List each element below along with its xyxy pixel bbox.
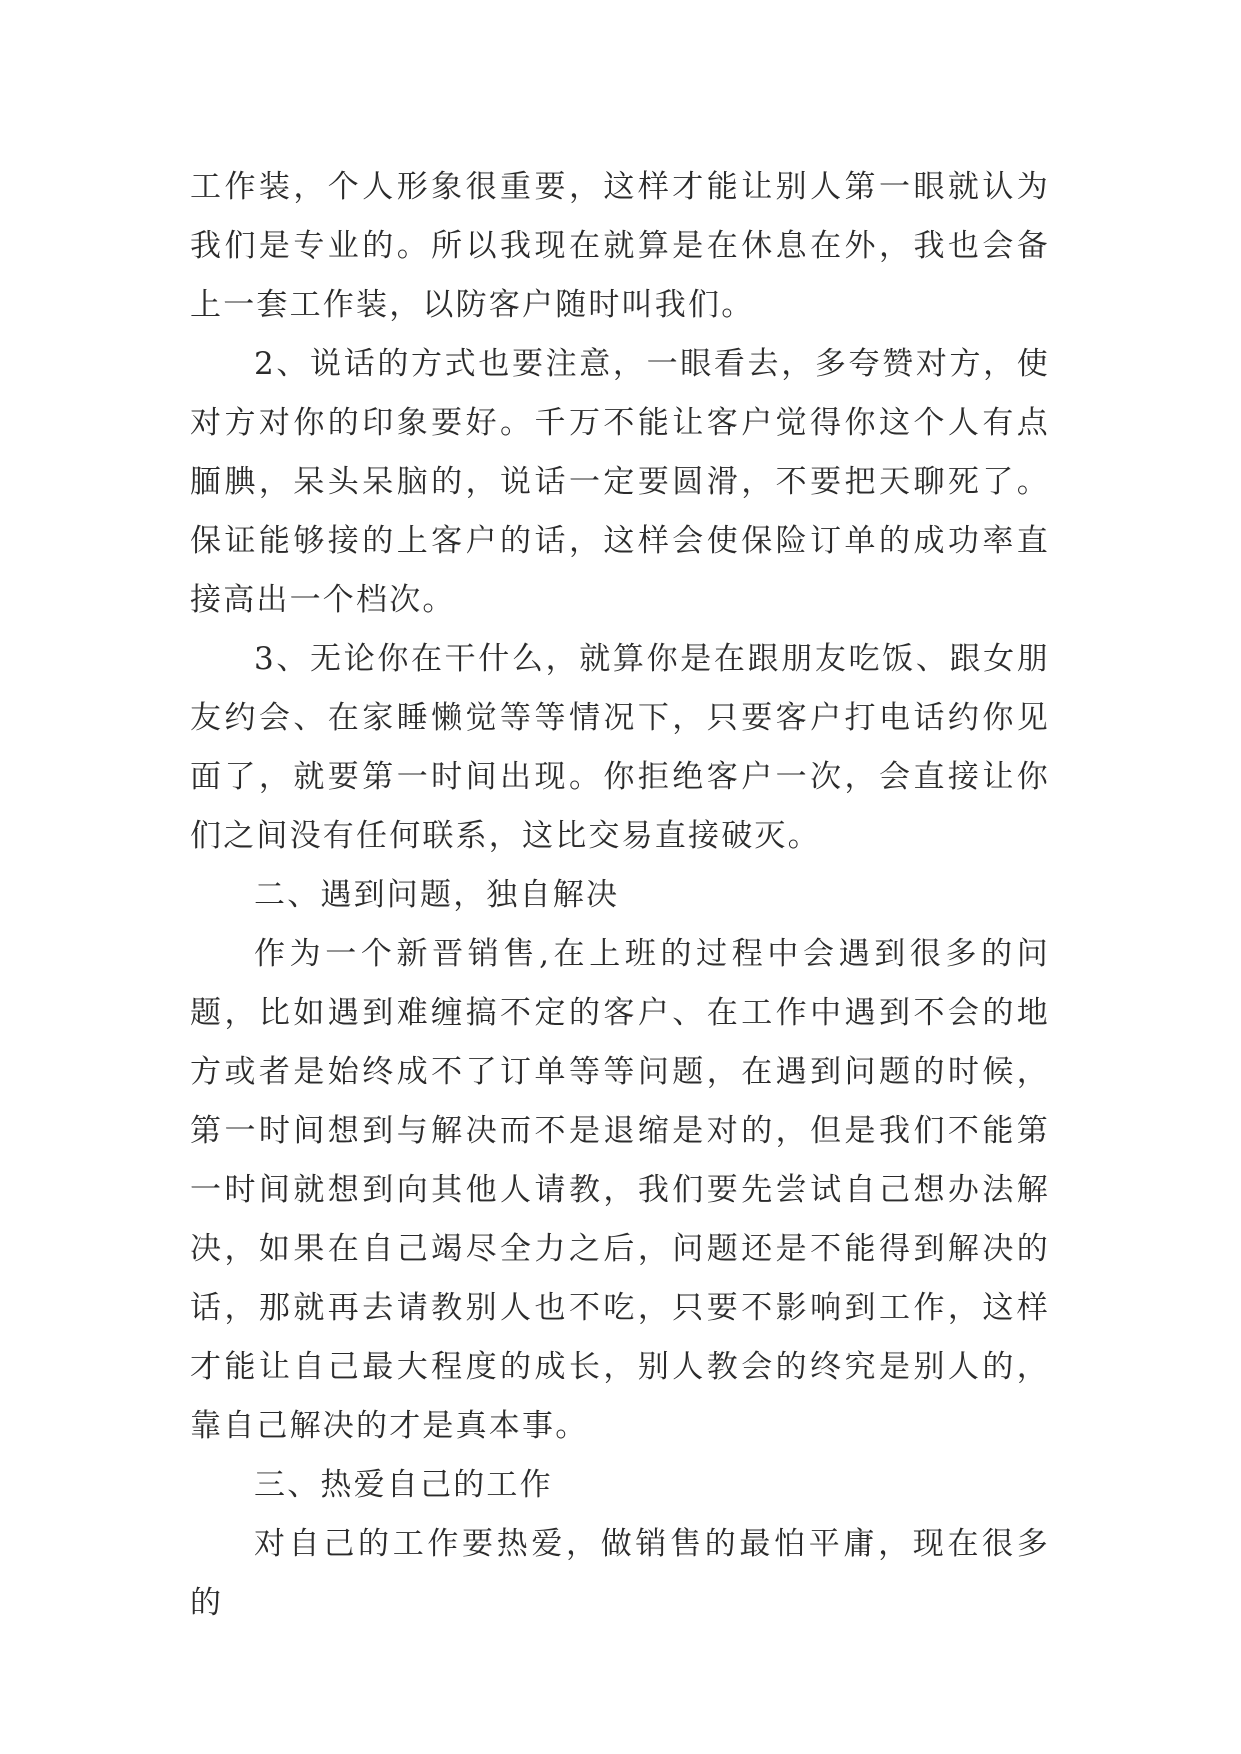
section-heading-love-your-work: 三、热爱自己的工作 — [254, 1467, 553, 1503]
section-heading-solve-problems: 二、遇到问题，独自解决 — [254, 877, 620, 913]
paragraph-solve-problems: 作为一个新晋销售,在上班的过程中会遇到很多的问题，比如遇到难缠搞不定的客户、在工作中遇到不会的地方或者是始终成不了订单等等问题，在遇到问题的时候，第一时间想到与解决而不是退缩是对的，但是我们不能第一时间就想到向其他人请教，我们要先尝试自己想办法解决，如果在自己竭尽全力之后，问题还是不能得到解决的话，那就再去请教别人也不吃，只要不影响到工作，这样才能让自己最大程度的成长，别人教会的终究是别人的，靠自己解决的才是真本事。 — [190, 936, 1050, 1444]
paragraph-availability: 3、无论你在干什么，就算你是在跟朋友吃饭、跟女朋友约会、在家睡懒觉等等情况下，只要客户打电话约你见面了，就要第一时间出现。你拒绝客户一次，会直接让你们之间没有任何联系，这比交易直接破灭。 — [190, 641, 1050, 854]
paragraph-love-your-work: 对自己的工作要热爱，做销售的最怕平庸，现在很多的 — [190, 1526, 1050, 1621]
document-body — [190, 158, 1050, 1633]
paragraph-speaking-manner: 2、说话的方式也要注意，一眼看去，多夸赞对方，使对方对你的印象要好。千万不能让客户觉得你这个人有点腼腆，呆头呆脑的，说话一定要圆滑，不要把天聊死了。保证能够接的上客户的话，这样会使保险订单的成功率直接高出一个档次。 — [190, 346, 1050, 618]
paragraph-dress-code: 工作装，个人形象很重要，这样才能让别人第一眼就认为我们是专业的。所以我现在就算是在休息在外，我也会备上一套工作装，以防客户随时叫我们。 — [190, 169, 1050, 323]
